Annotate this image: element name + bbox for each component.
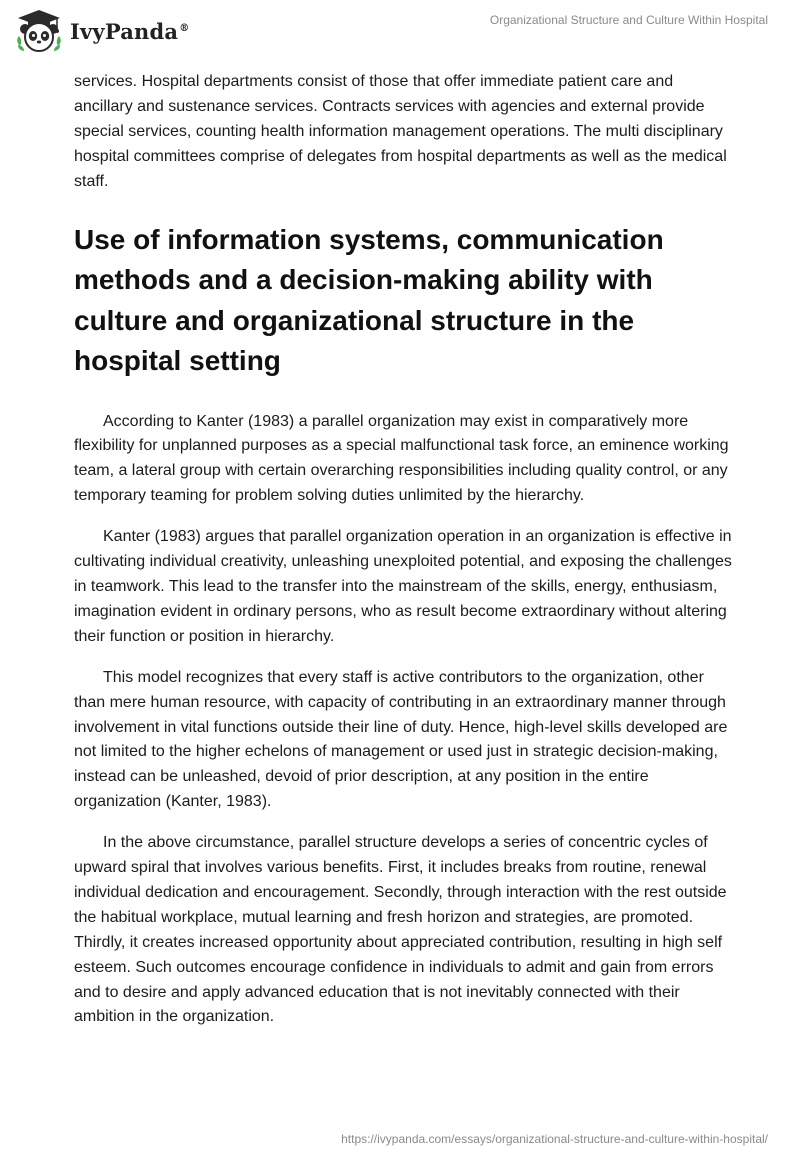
source-url[interactable]: https://ivypanda.com/essays/organizational-structure-and-culture-within-hospital/ xyxy=(341,1132,768,1146)
body-paragraph: According to Kanter (1983) a parallel organization may exist in comparatively more flexibility for unplanned purposes as a special malfunctional task force, an eminence working team, a lateral group with certain overarching responsibilities including quality control, or any temporary teaming for problem solving duties unlimited by the hierarchy. xyxy=(74,412,729,505)
ivypanda-logo[interactable] xyxy=(14,8,189,54)
essay-content xyxy=(74,70,734,1046)
document-title: Organizational Structure and Culture Within Hospital xyxy=(489,13,768,27)
body-paragraph: This model recognizes that every staff is active contributors to the organization, other than mere human resource, with capacity of contributing in an extraordinary manner through involvement in vital functions outside their line of duty. Hence, high-level skills developed are not limited to the higher echelons of management or used just in strategic decision-making, instead can be unleashed, devoid of prior description, at any position in the entire organization (Kanter, 1983). xyxy=(74,668,728,811)
body-paragraph: Kanter (1983) argues that parallel organization operation in an organization is effective in cultivating individual creativity, unleashing unexploited potential, and exposing the challenges in teamwork. This lead to the transfer into the mainstream of the skills, energy, enthusiasm, imagination evident in ordinary persons, who as result become extraordinary without altering their function or position in hierarchy. xyxy=(74,528,732,645)
panda-graduate-icon xyxy=(14,8,64,54)
logo-text: IvyPanda® xyxy=(70,18,190,44)
page-header xyxy=(0,0,800,70)
intro-paragraph: services. Hospital departments consist of those that offer immediate patient care and ancillary and sustenance services. Contracts services with agencies and external provide special services, counting health information management operations. The multi disciplinary hospital committees comprise of delegates from hospital departments as well as the medical staff. xyxy=(74,73,727,190)
body-paragraph: In the above circumstance, parallel structure develops a series of concentric cycles of upward spiral that involves various benefits. First, it includes breaks from routine, renewal individual dedication and encouragement. Secondly, through interaction with the rest outside the habitual workplace, mutual learning and fresh horizon and strategies, are promoted. Thirdly, it creates increased opportunity about appreciated contribution, resulting in high self esteem. Such outcomes encourage confidence in individuals to admit and gain from errors and to desire and apply advanced education that is not inevitably connected with their ambition in the organization. xyxy=(74,834,727,1026)
section-heading: Use of information systems, communication methods and a decision-making ability with culture and organizational structure in the hospital setting xyxy=(74,223,664,377)
